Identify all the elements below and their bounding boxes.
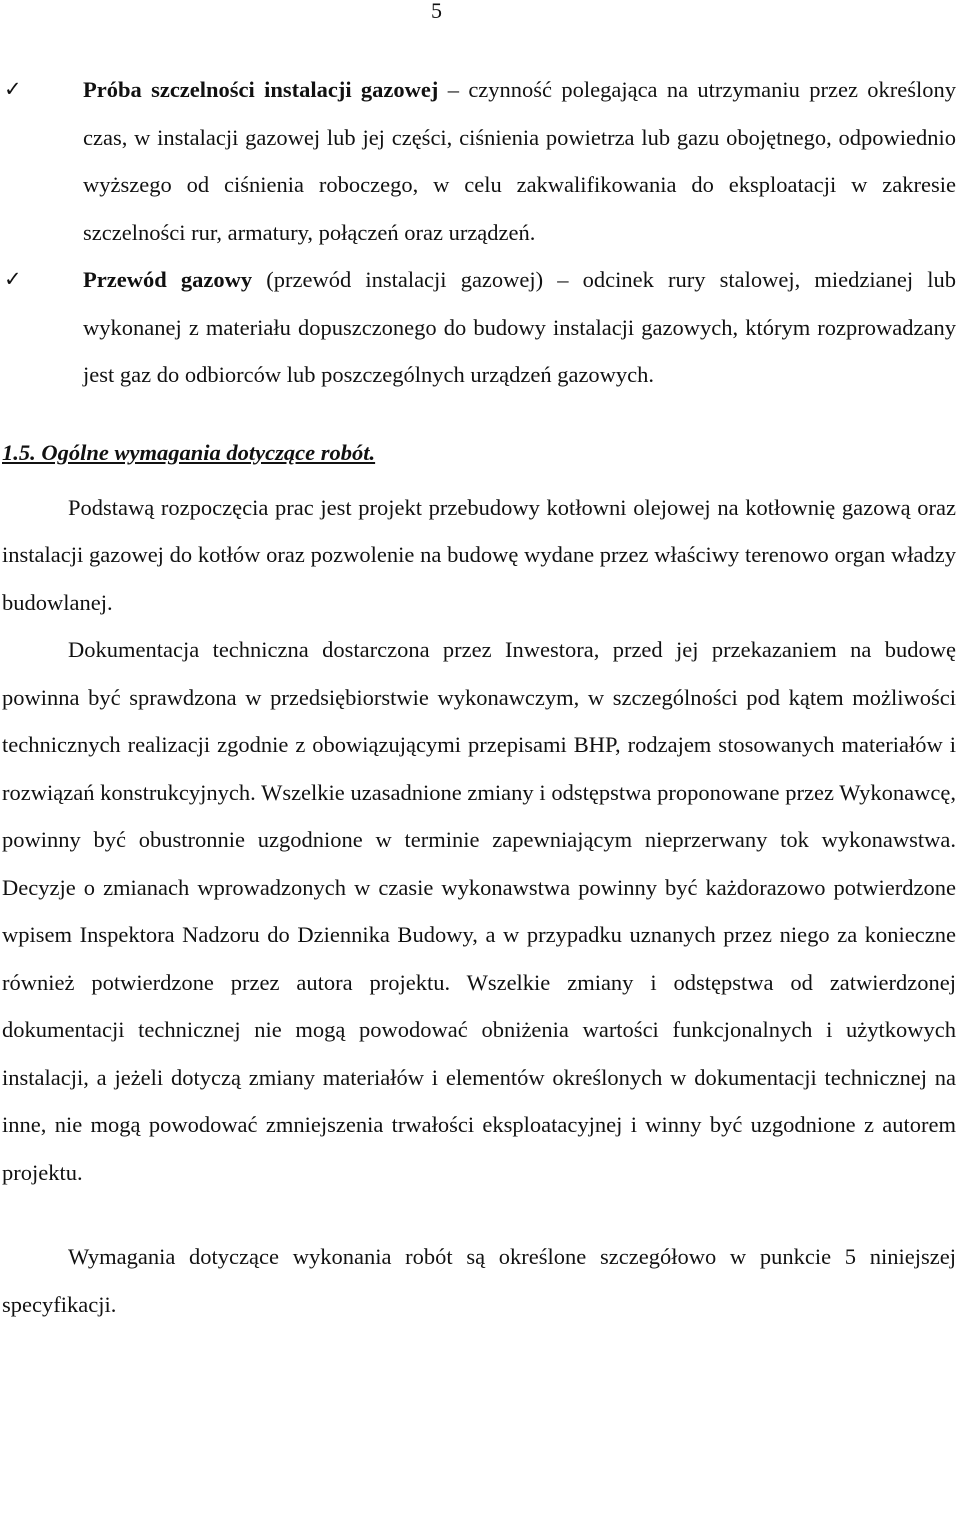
page-number: 5 bbox=[431, 0, 442, 23]
definition-term: Przewód gazowy bbox=[83, 267, 253, 292]
section-heading: 1.5. Ogólne wymagania dotyczące robót. bbox=[2, 439, 376, 465]
paragraph: Podstawą rozpoczęcia prac jest projekt przebudowy kotłowni olejowej na kotłownię gazową oraz instalacji gazowej do kotłów oraz pozwolenie na budowę wydane przez właściwy terenowo organ władzy budowlanej. bbox=[2, 494, 956, 615]
definition-text: – czynność polegająca na utrzymaniu przez określony czas, w instalacji gazowej lub jej części, ciśnienia powietrza lub gazu obojętnego, odpowiednio wyższego od ciśnienia roboczego, w celu zakwalifikowania do eksploatacji w zakresie szczelności rur, armatury, połączeń oraz urządzeń. bbox=[83, 77, 956, 245]
check-mark-icon: ✓ bbox=[4, 267, 22, 291]
definition-item bbox=[0, 256, 956, 399]
definition-item bbox=[0, 66, 956, 256]
definition-text: (przewód instalacji gazowej) – odcinek rury stalowej, miedzianej lub wykonanej z materiału dopuszczonego do budowy instalacji gazowych, którym rozprowadzany jest gaz do odbiorców lub poszczególnych urządzeń gazowych. bbox=[83, 267, 956, 387]
check-mark-icon: ✓ bbox=[4, 77, 22, 101]
paragraph: Dokumentacja techniczna dostarczona przez Inwestora, przed jej przekazaniem na budowę powinna być sprawdzona w przedsiębiorstwie wykonawczym, w szczególności pod kątem możliwości technicznych realizacji zgodnie z obowiązującymi przepisami BHP, rodzajem stosowanych materiałów i rozwiązań konstrukcyjnych. Wszelkie uzasadnione zmiany i odstępstwa proponowane przez Wykonawcę, powinny być obustronnie uzgodnione w terminie zapewniającym nieprzerwany tok wykonawstwa. Decyzje o zmianach wprowadzonych w czasie wykonawstwa powinny być każdorazowo potwierdzone wpisem Inspektora Nadzoru do Dziennika Budowy, a w przypadku uznanych przez niego za konieczne również potwierdzone przez autora projektu. Wszelkie zmiany i odstępstwa od zatwierdzonej dokumentacji technicznej nie mogą powodować obniżenia wartości funkcjonalnych i użytkowych instalacji, a jeżeli dotyczą zmiany materiałów i elementów określonych w dokumentacji technicznej na inne, nie mogą powodować zmniejszenia trwałości eksploatacyjnej i winny być uzgodnione z autorem projektu. bbox=[2, 637, 956, 1185]
document-body bbox=[0, 66, 956, 1328]
definition-term: Próba szczelności instalacji gazowej bbox=[83, 77, 439, 102]
paragraph: Wymagania dotyczące wykonania robót są określone szczegółowo w punkcie 5 niniejszej specyfikacji. bbox=[2, 1244, 956, 1317]
